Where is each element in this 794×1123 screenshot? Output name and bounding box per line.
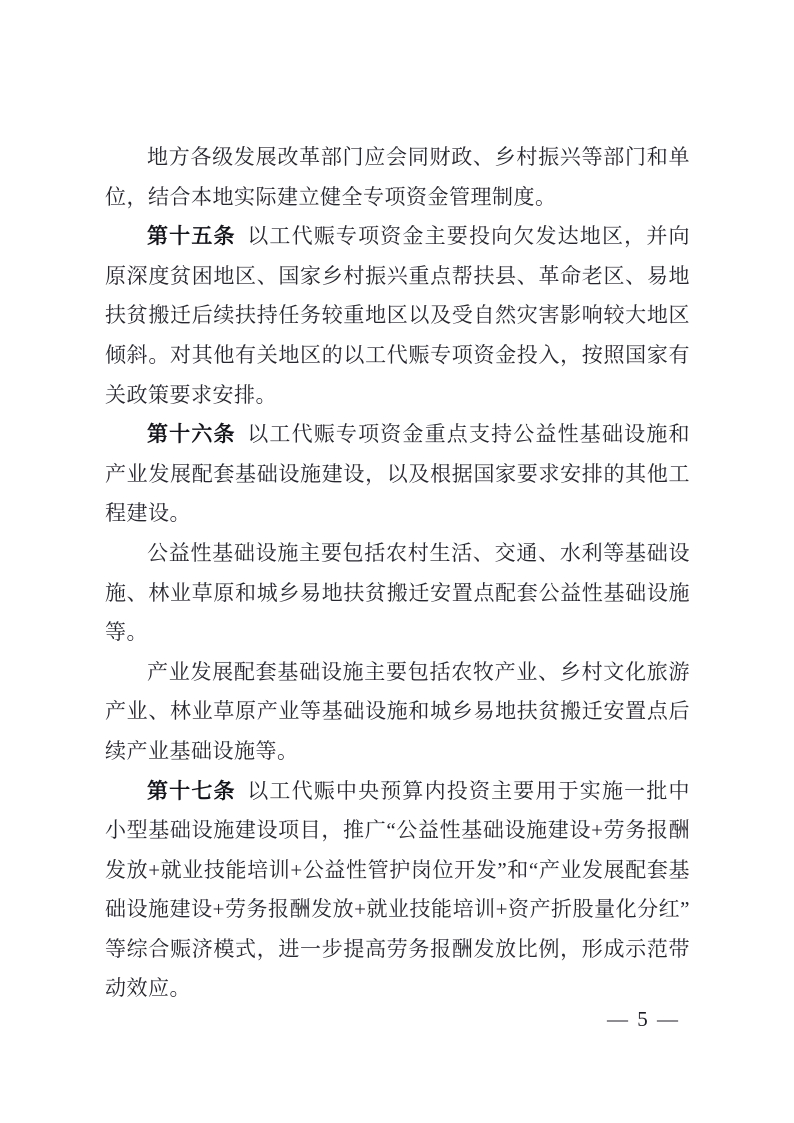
- paragraph-text: 以工代赈专项资金重点支持公益性基础设施和产业发展配套基础设施建设，以及根据国家要求安排的其他工程建设。: [105, 422, 690, 526]
- paragraph-text: 产业发展配套基础设施主要包括农牧产业、乡村文化旅游产业、林业草原产业等基础设施和城乡易地扶贫搬迁安置点后续产业基础设施等。: [105, 659, 690, 763]
- paragraph: [105, 138, 690, 217]
- paragraph-text: 公益性基础设施主要包括农村生活、交通、水利等基础设施、林业草原和城乡易地扶贫搬迁安置点配套公益性基础设施等。: [105, 540, 690, 645]
- document-text: [105, 138, 690, 1009]
- paragraph: [105, 534, 690, 653]
- article-heading: 第十六条: [147, 422, 236, 447]
- paragraph: [105, 415, 690, 534]
- page-number: — 5 —: [607, 1007, 680, 1031]
- paragraph-text: 以工代赈中央预算内投资主要用于实施一批中小型基础设施建设项目，推广“公益性基础设施建设+劳务报酬发放+就业技能培训+公益性管护岗位开发”和“产业发展配套基础设施建设+劳务报酬发放+就业技能培训+资产折股量化分红”等综合赈济模式，进一步提高劳务报酬发放比例，形成示范带动效应。: [105, 778, 690, 1001]
- paragraph: [105, 653, 690, 772]
- paragraph-text: 地方各级发展改革部门应会同财政、乡村振兴等部门和单位，结合本地实际建立健全专项资金管理制度。: [105, 145, 690, 209]
- paragraph: [105, 772, 690, 1010]
- paragraph-text: 以工代赈专项资金主要投向欠发达地区，并向原深度贫困地区、国家乡村振兴重点帮扶县、革命老区、易地扶贫搬迁后续扶持任务较重地区以及受自然灾害影响较大地区倾斜。对其他有关地区的以工代赈专项资金投入，按照国家有关政策要求安排。: [105, 224, 690, 407]
- paragraph: [105, 217, 690, 415]
- article-heading: 第十五条: [147, 224, 236, 249]
- article-heading: 第十七条: [147, 778, 236, 803]
